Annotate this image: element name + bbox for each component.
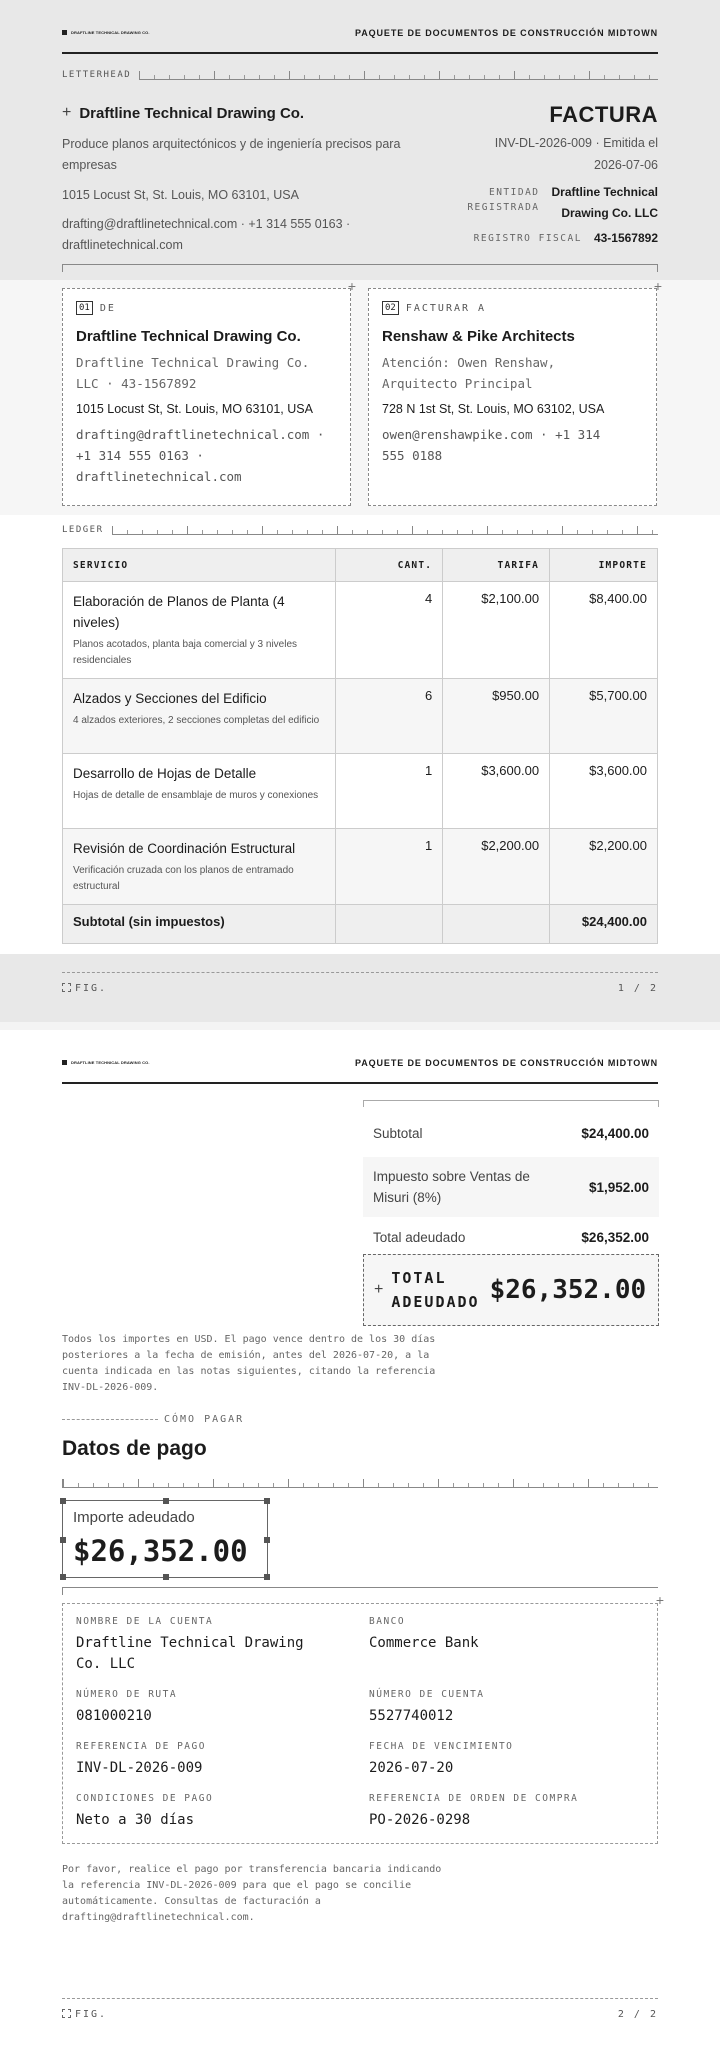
service-desc: Verificación cruzada con los planos de entramado estructural	[73, 865, 294, 892]
summary-bracket	[363, 1100, 659, 1107]
bank-field-value: Neto a 30 días	[76, 1812, 195, 1828]
entity-value-line-2: Drawing Co. LLC	[561, 206, 658, 220]
terms-line-3: cuenta indicada en las notas siguientes, citando la referencia	[62, 1366, 436, 1377]
total-due-label	[391, 1266, 479, 1314]
from-legal-line-1: Draftline Technical Drawing Co.	[76, 355, 310, 370]
tax-registration-value: 43-1567892	[593, 231, 658, 245]
registered-entity-label	[467, 182, 539, 215]
from-contact	[76, 424, 337, 487]
from-label	[76, 301, 337, 315]
letterhead-address: 1015 Locust St, St. Louis, MO 63101, USA	[62, 188, 299, 202]
header-brand	[62, 28, 150, 35]
letterhead-company	[62, 104, 422, 122]
from-name: Draftline Technical Drawing Co.	[76, 328, 301, 345]
invoice-page-1	[0, 0, 720, 1022]
terms-line-4: INV-DL-2026-009.	[62, 1382, 159, 1393]
table-row	[63, 754, 658, 829]
service-rate: $2,200.00	[443, 829, 550, 905]
bank-field	[369, 1616, 649, 1675]
registered-entity	[430, 182, 658, 224]
tax-registration-label: REGISTRO FISCAL	[473, 233, 582, 244]
bank-field	[76, 1689, 369, 1727]
bill-to-contact-line-2: 555 0188	[382, 448, 443, 463]
ruler-icon	[62, 1479, 658, 1488]
bank-field-label: FECHA DE VENCIMIENTO	[369, 1741, 514, 1752]
subtotal-row	[63, 905, 658, 944]
service-amount: $8,400.00	[550, 582, 658, 679]
from-index: 01	[76, 301, 93, 315]
tax-label-line-2: Misuri (8%)	[373, 1190, 442, 1205]
entity-label-line-2: REGISTRADA	[467, 202, 540, 213]
from-card	[62, 278, 356, 506]
table-row	[63, 582, 658, 679]
header-brand	[62, 1058, 150, 1065]
header-brand-text: DRAFTLINE TECHNICAL DRAWING CO.	[71, 30, 150, 35]
bank-field	[76, 1616, 369, 1675]
letterhead-label: LETTERHEAD	[62, 70, 132, 80]
resize-handle-icon	[163, 1574, 169, 1580]
amount-due-box	[62, 1500, 268, 1578]
entity-value-line-1: Draftline Technical	[551, 185, 658, 199]
bank-field-value: Commerce Bank	[369, 1635, 479, 1651]
col-rate: TARIFA	[443, 549, 550, 582]
table-row	[63, 679, 658, 754]
bank-field-label: NOMBRE DE LA CUENTA	[76, 1616, 214, 1627]
ledger-label: LEDGER	[62, 525, 104, 535]
total-label-line-1: TOTAL	[391, 1269, 447, 1287]
payment-note-line-4: drafting@draftlinetechnical.com.	[62, 1912, 255, 1923]
bank-details-card	[62, 1592, 664, 1844]
letterhead-bracket	[62, 264, 658, 272]
terms-note	[62, 1332, 462, 1396]
fig-label	[62, 983, 107, 994]
from-label-text: DE	[99, 302, 116, 314]
payment-note-line-3: automáticamente. Consultas de facturación a	[62, 1896, 321, 1907]
bank-field-label: REFERENCIA DE PAGO	[76, 1741, 206, 1752]
how-to-pay-kicker	[62, 1414, 658, 1425]
crosshair-icon: +	[62, 104, 72, 121]
table-row	[63, 829, 658, 905]
invoice-page-2	[0, 1030, 720, 2045]
subtotal-empty	[336, 905, 443, 944]
letterhead-company-name: Draftline Technical Drawing Co.	[79, 104, 305, 122]
ledger-table	[62, 548, 658, 944]
ledger-header-row	[63, 549, 658, 582]
bill-to-label	[382, 301, 643, 315]
col-amount: IMPORTE	[550, 549, 658, 582]
payment-note-line-1: Por favor, realice el pago por transferencia bancaria indicando	[62, 1864, 442, 1875]
payment-note	[62, 1862, 482, 1926]
service-name: Elaboración de Planos de Planta (4 niveles)	[73, 594, 285, 630]
bank-bracket	[62, 1587, 658, 1595]
resize-handle-icon	[60, 1498, 66, 1504]
crosshair-icon: +	[374, 1281, 384, 1298]
bill-to-address: 728 N 1st St, St. Louis, MO 63102, USA	[382, 402, 605, 416]
summary-subtotal-value: $24,400.00	[581, 1126, 649, 1141]
service-rate: $2,100.00	[443, 582, 550, 679]
letterhead-contact-2: draftlinetechnical.com	[62, 238, 183, 252]
ruler-icon	[112, 526, 658, 535]
header-package-title: PAQUETE DE DOCUMENTOS DE CONSTRUCCIÓN MIDTOWN	[354, 28, 658, 38]
terms-line-2: posteriores a la fecha de emisión, antes del 2026-07-20, a la	[62, 1350, 430, 1361]
invoice-meta-block	[430, 102, 658, 249]
letterhead-ruler	[62, 70, 658, 80]
bank-field-label: NÚMERO DE RUTA	[76, 1689, 178, 1700]
letterhead-company-block	[62, 104, 422, 256]
service-desc: 4 alzados exteriores, 2 secciones completas del edificio	[73, 715, 320, 726]
dash-line	[62, 1419, 158, 1420]
service-name: Alzados y Secciones del Edificio	[73, 691, 267, 706]
page-header	[62, 1058, 658, 1084]
invoice-number-line-1: INV-DL-2026-009 · Emitida el	[494, 136, 658, 150]
payment-note-line-2: la referencia INV-DL-2026-009 para que el pago se concilie	[62, 1880, 412, 1891]
service-qty: 4	[336, 582, 443, 679]
bank-field	[369, 1741, 649, 1779]
summary-due-value: $26,352.00	[581, 1229, 649, 1245]
from-contact-line-3: draftlinetechnical.com	[76, 469, 242, 484]
bank-field	[76, 1793, 369, 1831]
subtotal-label: Subtotal (sin impuestos)	[63, 905, 336, 944]
amount-due-value: $26,352.00	[73, 1534, 248, 1568]
bank-field-value: PO-2026-0298	[369, 1812, 471, 1828]
entity-label-line-1: ENTIDAD	[488, 187, 540, 198]
from-contact-line-1: drafting@draftlinetechnical.com ·	[76, 427, 325, 442]
service-rate: $3,600.00	[443, 754, 550, 829]
from-legal-line-2: LLC · 43-1567892	[76, 376, 197, 391]
header-brand-text: DRAFTLINE TECHNICAL DRAWING CO.	[71, 1060, 150, 1065]
summary-tax-value: $1,952.00	[588, 1179, 649, 1195]
brand-mark-icon	[62, 30, 67, 35]
bill-to-attn-line-1: Atención: Owen Renshaw,	[382, 355, 556, 370]
payment-title: Datos de pago	[62, 1437, 207, 1460]
col-service: SERVICIO	[63, 549, 336, 582]
service-amount: $3,600.00	[550, 754, 658, 829]
summary-subtotal-label: Subtotal	[373, 1126, 423, 1141]
invoice-number-line-2: 2026-07-06	[594, 158, 658, 172]
resize-handle-icon	[60, 1574, 66, 1580]
bill-to-name: Renshaw & Pike Architects	[382, 328, 575, 345]
from-legal	[76, 352, 337, 394]
bill-to-label-text: FACTURAR A	[405, 302, 487, 314]
letterhead-contact-1: drafting@draftlinetechnical.com · +1 314 555 0163 ·	[62, 217, 351, 231]
bank-field-value: Draftline Technical Drawing Co. LLC	[76, 1635, 304, 1672]
page-header	[62, 28, 658, 54]
service-desc: Hojas de detalle de ensamblaje de muros y conexiones	[73, 790, 319, 801]
from-contact-line-2: +1 314 555 0163 ·	[76, 448, 204, 463]
subtotal-value: $24,400.00	[550, 905, 658, 944]
page-footer-1	[62, 972, 658, 994]
bank-details-grid	[76, 1616, 644, 1831]
bank-field-label: NÚMERO DE CUENTA	[369, 1689, 485, 1700]
fig-text: FIG.	[75, 983, 108, 994]
bank-field-value: 2026-07-20	[369, 1760, 454, 1776]
service-qty: 1	[336, 754, 443, 829]
corner-plus-icon: +	[653, 278, 662, 294]
ledger-ruler	[62, 525, 658, 535]
service-name: Revisión de Coordinación Estructural	[73, 841, 296, 856]
corner-plus-icon: +	[347, 278, 356, 294]
bill-to-attn-line-2: Arquitecto Principal	[382, 376, 533, 391]
fig-text: FIG.	[75, 2009, 108, 2020]
bank-field-value: 5527740012	[369, 1708, 454, 1724]
bank-field-value: 081000210	[76, 1708, 152, 1724]
registered-entity-value	[552, 182, 658, 224]
summary-tax-label	[373, 1166, 530, 1208]
col-qty: CANT.	[336, 549, 443, 582]
bank-field	[369, 1689, 649, 1727]
how-to-pay-label: CÓMO PAGAR	[164, 1414, 245, 1425]
resize-handle-icon	[60, 1537, 66, 1543]
corner-plus-icon: +	[655, 1592, 664, 1608]
bill-to-index: 02	[382, 301, 399, 315]
bill-to-attention	[382, 352, 643, 394]
service-qty: 1	[336, 829, 443, 905]
total-due-box	[363, 1254, 659, 1326]
resize-handle-icon	[264, 1574, 270, 1580]
bank-field-label: CONDICIONES DE PAGO	[76, 1793, 214, 1804]
brand-mark-icon	[62, 1060, 67, 1065]
subtotal-empty	[443, 905, 550, 944]
service-desc: Planos acotados, planta baja comercial y 3 niveles residenciales	[73, 639, 298, 666]
invoice-title: FACTURA	[549, 102, 658, 127]
page-number: 1 / 2	[617, 983, 658, 994]
letterhead-description: Produce planos arquitectónicos y de ingeniería precisos para empresas	[62, 137, 401, 172]
page-number: 2 / 2	[617, 2009, 658, 2020]
bank-field-label: BANCO	[369, 1616, 406, 1627]
summary-subtotal	[363, 1110, 659, 1157]
resize-handle-icon	[264, 1498, 270, 1504]
ledger-table-wrap	[62, 548, 658, 944]
service-amount: $5,700.00	[550, 679, 658, 754]
fig-label	[62, 2009, 107, 2020]
bill-to-contact	[382, 424, 643, 466]
amount-due-label: Importe adeudado	[73, 1509, 195, 1526]
service-qty: 6	[336, 679, 443, 754]
bank-field-value: INV-DL-2026-009	[76, 1760, 203, 1776]
summary-due-label: Total adeudado	[373, 1229, 466, 1245]
summary-tax	[363, 1157, 659, 1217]
tax-label-line-1: Impuesto sobre Ventas de	[373, 1169, 530, 1184]
service-amount: $2,200.00	[550, 829, 658, 905]
total-label-line-2: ADEUDADO	[391, 1293, 480, 1311]
bank-field	[369, 1793, 649, 1831]
header-package-title: PAQUETE DE DOCUMENTOS DE CONSTRUCCIÓN MIDTOWN	[354, 1058, 658, 1068]
bill-to-contact-line-1: owen@renshawpike.com · +1 314	[382, 427, 601, 442]
resize-handle-icon	[264, 1537, 270, 1543]
ruler-icon	[139, 71, 658, 80]
bank-field	[76, 1741, 369, 1779]
service-name: Desarrollo de Hojas de Detalle	[73, 766, 257, 781]
resize-handle-icon	[163, 1498, 169, 1504]
bill-to-card	[368, 278, 662, 506]
tax-registration	[430, 228, 658, 249]
service-rate: $950.00	[443, 679, 550, 754]
payment-ruler	[62, 1479, 658, 1488]
summary-block	[363, 1110, 659, 1257]
fig-icon	[62, 983, 71, 992]
page-footer-2	[62, 1998, 658, 2020]
summary-due	[363, 1217, 659, 1257]
bank-field-label: REFERENCIA DE ORDEN DE COMPRA	[369, 1793, 579, 1804]
total-due-value: $26,352.00	[489, 1275, 647, 1305]
terms-line-1: Todos los importes en USD. El pago vence dentro de los 30 días	[62, 1334, 436, 1345]
from-address: 1015 Locust St, St. Louis, MO 63101, USA	[76, 402, 313, 416]
fig-icon	[62, 2009, 71, 2018]
